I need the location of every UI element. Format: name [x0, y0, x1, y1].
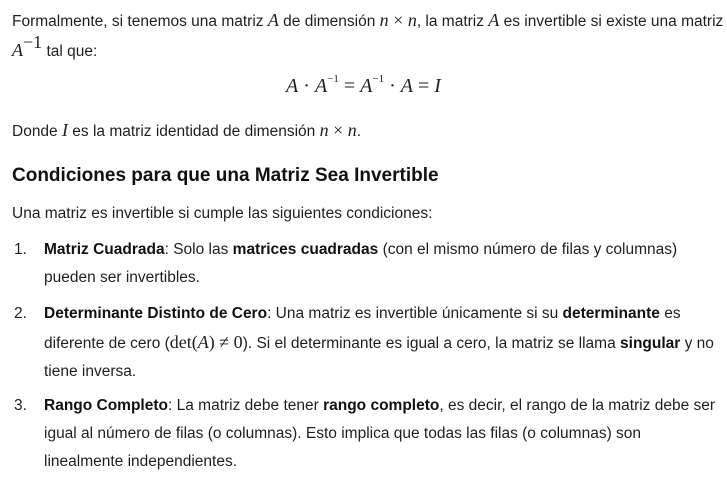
math-var: n — [347, 120, 357, 140]
math-paren: ) — [208, 332, 215, 352]
item-text: , es decir, el rango de la matriz debe ser igual al número de filas (o columnas). Esto implica que todas las filas (o columnas) son linealmente independientes. — [44, 397, 716, 470]
math-operator: × — [388, 10, 408, 30]
intro-text: Formalmente, si tenemos una matriz — [12, 13, 268, 30]
math-operator: ≠ 0 — [214, 332, 243, 352]
math-operator: · — [384, 75, 401, 97]
math-operator: = — [412, 75, 435, 97]
math-var: A — [267, 10, 279, 30]
math-var: n — [379, 10, 389, 30]
math-operator: det — [169, 332, 192, 352]
intro-text: tal que: — [42, 43, 98, 60]
bold-term: matrices cuadradas — [232, 241, 379, 258]
lead-paragraph: Una matriz es invertible si cumple las siguientes condiciones: — [12, 205, 433, 222]
item-text: : Una matriz es invertible únicamente si su — [267, 305, 563, 322]
math-superscript: −1 — [23, 31, 43, 52]
donde-text: . — [356, 123, 362, 140]
bold-term: Matriz Cuadrada — [44, 241, 165, 258]
bold-term: Rango Completo — [44, 397, 168, 414]
list-item — [14, 300, 724, 386]
math-paren: ( — [191, 332, 198, 352]
math-operator: × — [328, 120, 348, 140]
item-text: : Solo las — [164, 241, 233, 258]
math-var: I — [434, 75, 441, 97]
math-operator: · — [298, 75, 315, 97]
donde-paragraph — [12, 116, 724, 146]
display-equation — [0, 72, 727, 100]
math-var: n — [319, 120, 329, 140]
bold-term: singular — [620, 335, 681, 352]
math-var: n — [407, 10, 417, 30]
math-var: A — [360, 75, 373, 97]
list-number: 2. — [14, 305, 27, 322]
bold-term: rango completo — [323, 397, 440, 414]
math-var: A — [286, 75, 299, 97]
math-var: A — [488, 10, 500, 30]
math-var: I — [61, 120, 68, 140]
section-heading: Condiciones para que una Matriz Sea Invertible — [12, 165, 439, 186]
math-superscript: −1 — [372, 73, 385, 86]
list-item — [14, 392, 724, 476]
bold-term: Determinante Distinto de Cero — [44, 305, 268, 322]
item-text: y no tiene inversa. — [44, 335, 714, 380]
math-var: A — [12, 40, 23, 60]
math-operator: = — [338, 75, 361, 97]
math-var: A — [314, 75, 328, 97]
intro-text: de dimensión — [278, 13, 380, 30]
intro-text: , la matriz — [416, 13, 489, 30]
bold-term: determinante — [562, 305, 660, 322]
item-text: es diferente de cero ( — [44, 305, 681, 352]
item-text: : La matriz debe tener — [168, 397, 324, 414]
list-number: 3. — [14, 397, 27, 414]
math-var: A — [400, 75, 413, 97]
list-number: 1. — [14, 241, 27, 258]
donde-text: Donde — [12, 123, 62, 140]
math-var: A — [197, 332, 209, 352]
intro-text: es invertible si existe una matriz — [499, 13, 724, 30]
intro-paragraph — [12, 6, 724, 66]
item-text: ). Si el determinante es igual a cero, la matriz se llama — [242, 335, 621, 352]
donde-text: es la matriz identidad de dimensión — [67, 123, 320, 140]
list-item — [14, 236, 724, 292]
math-superscript: −1 — [327, 73, 339, 86]
item-text: (con el mismo número de filas y columnas) pueden ser invertibles. — [44, 241, 678, 286]
